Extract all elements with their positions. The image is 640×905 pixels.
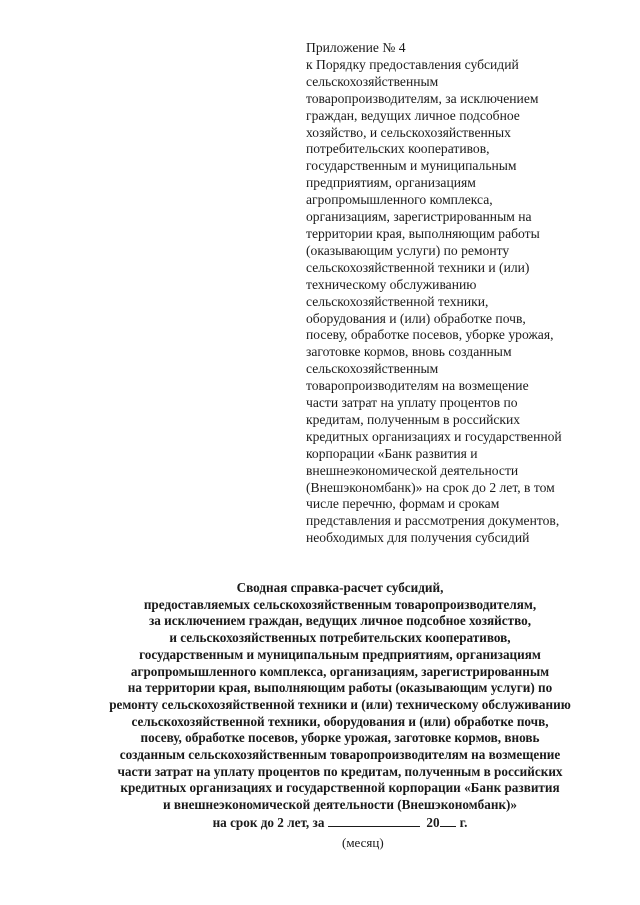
year-prefix: 20 [426, 814, 440, 830]
title-line: и внешнеэкономической деятельности (Внешэкономбанк)» [162, 797, 518, 813]
title-line: агропромышленного комплекса, организациям, зарегистрированным [130, 663, 550, 679]
period-line [60, 814, 620, 832]
year-blank-field[interactable] [440, 814, 456, 827]
title-line: ремонту сельскохозяйственной техники и (или) техническому обслуживанию [109, 696, 571, 712]
period-prefix: на срок до 2 лет, за [212, 814, 325, 830]
title-line: кредитных организациях и государственной корпорации «Банк развития [120, 780, 560, 796]
appendix-line: части затрат на уплату процентов по [306, 395, 518, 411]
month-blank-field[interactable] [328, 814, 420, 827]
title-line: Сводная справка-расчет субсидий, [236, 580, 444, 595]
title-line: за исключением граждан, ведущих личное подсобное хозяйство, [148, 613, 532, 629]
appendix-line: заготовке кормов, вновь созданным [306, 344, 512, 360]
appendix-line: потребительских кооперативов, [306, 141, 490, 157]
appendix-line: корпорации «Банк развития и [306, 445, 478, 461]
title-line: на территории края, выполняющим работы (оказывающим услуги) по [127, 680, 553, 696]
appendix-line: сельскохозяйственной техники и (или) [306, 259, 530, 275]
year-suffix: г. [459, 814, 468, 830]
document-title [60, 580, 620, 832]
title-line: и сельскохозяйственных потребительских кооперативов, [169, 630, 511, 646]
appendix-line: техническому обслуживанию [306, 276, 477, 292]
appendix-line: товаропроизводителям, за исключением [306, 90, 539, 106]
appendix-line: (Внешэкономбанк)» на срок до 2 лет, в том [306, 479, 555, 495]
appendix-line: сельскохозяйственным [306, 361, 439, 377]
appendix-line: к Порядку предоставления субсидий [306, 56, 519, 72]
appendix-line: территории края, выполняющим работы [306, 225, 540, 241]
appendix-line: внешнеэкономической деятельности [306, 462, 519, 478]
title-line: посеву, обработке посевов, уборке урожая, заготовке кормов, вновь [140, 730, 540, 746]
appendix-line: оборудования и (или) обработке почв, [306, 310, 526, 326]
month-caption: (месяц) [342, 835, 384, 850]
appendix-line: представления и рассмотрения документов, [306, 513, 560, 529]
appendix-line: сельскохозяйственной техники, [306, 293, 489, 309]
appendix-line: агропромышленного комплекса, [306, 192, 493, 208]
title-line: сельскохозяйственной техники, оборудования и (или) обработке почв, [131, 713, 549, 729]
appendix-line: кредитных организациях и государственной [306, 428, 562, 444]
appendix-line: сельскохозяйственным [306, 73, 439, 89]
appendix-line: организациям, зарегистрированным на [306, 209, 532, 225]
appendix-line: Приложение № 4 [306, 40, 406, 55]
appendix-line: товаропроизводителям на возмещение [306, 378, 529, 394]
appendix-line: числе перечню, формам и срокам [306, 496, 500, 512]
title-line: части затрат на уплату процентов по кредитам, полученным в российских [117, 763, 563, 779]
appendix-line: государственным и муниципальным [306, 158, 517, 174]
appendix-line: предприятиям, организациям [306, 175, 476, 191]
appendix-line: хозяйство, и сельскохозяйственных [306, 124, 511, 140]
appendix-line: необходимых для получения субсидий [306, 530, 530, 546]
appendix-line: посеву, обработке посевов, уборке урожая, [306, 327, 554, 343]
appendix-line: кредитам, полученным в российских [306, 411, 521, 427]
title-line: созданным сельскохозяйственным товаропроизводителям на возмещение [119, 747, 561, 763]
title-line: предоставляемых сельскохозяйственным товаропроизводителям, [143, 596, 537, 612]
appendix-line: граждан, ведущих личное подсобное [306, 107, 520, 123]
appendix-line: (оказывающим услуги) по ремонту [306, 242, 510, 258]
appendix-header [306, 40, 606, 547]
title-line: государственным и муниципальным предприятиям, организациям [139, 646, 541, 662]
